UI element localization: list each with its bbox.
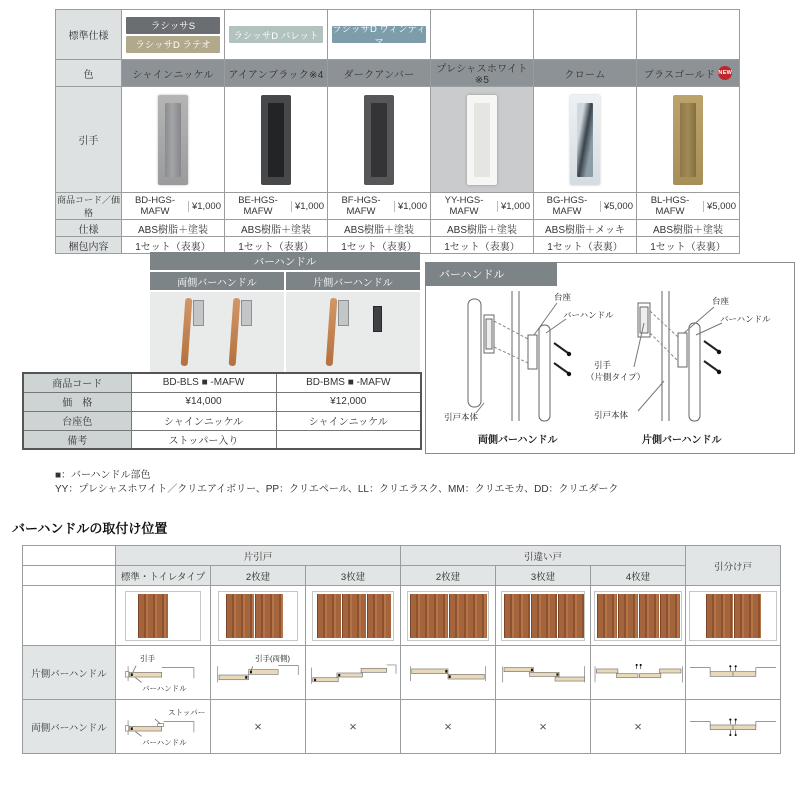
both-side-row: [23, 700, 781, 754]
bar-handle-header: バーハンドル: [150, 252, 420, 270]
color-name-6: [637, 60, 740, 87]
plan-label-bar2: バーハンドル: [142, 737, 187, 747]
handle-row-label: 引手: [56, 87, 122, 193]
color-name-5: クローム: [534, 60, 637, 87]
code-price-row: [56, 193, 740, 220]
package-3: 1セット（表裏）: [328, 237, 431, 254]
plan-one-hiki2: [401, 646, 496, 700]
package-2: 1セット（表裏）: [225, 237, 328, 254]
bar-handle-image: [325, 298, 351, 368]
group-header-hikichigai: 引違い戸: [401, 546, 686, 566]
material-2: ABS樹脂＋塗装: [225, 220, 328, 237]
spec-row-label: 標準仕様: [56, 10, 122, 60]
spec-cell-6: [637, 10, 740, 60]
plan-diagram: [686, 651, 780, 695]
code-cell-6: [637, 193, 740, 220]
product-code: BD-HGS-MAFW: [134, 195, 176, 217]
package-6: 1セット（表裏）: [637, 237, 740, 254]
pull-handle-swatch-shine-nickel: [158, 95, 188, 185]
color-row: [56, 60, 740, 87]
spec-row: [56, 10, 740, 60]
diagram-label-door-right: 引戸本体: [594, 410, 629, 420]
diagram-label-bar-right: バーハンドル: [720, 314, 771, 324]
bh-code-label: 商品コード: [23, 373, 131, 392]
door-thumb-hikichigai-4: [591, 586, 686, 646]
series-badge-lasissa-d-lateo: ラシッサD ラテオ: [126, 36, 220, 53]
package-4: 1セット（表裏）: [431, 237, 534, 254]
code-cell-1: [122, 193, 225, 220]
material-6: ABS樹脂＋塗装: [637, 220, 740, 237]
bh-price-one: ¥12,000: [276, 392, 421, 411]
package-1: 1セット（表裏）: [122, 237, 225, 254]
product-code: BL-HGS-MAFW: [650, 195, 690, 217]
pull-handle-swatch-precious-white: [467, 95, 497, 185]
plan-one-hiki4: [591, 646, 686, 700]
plan-diagram: [686, 705, 780, 749]
spec-cell-2: [225, 10, 328, 60]
series-badge-lasissa-s: ラシッサS: [126, 17, 220, 34]
bar-handle-exploded-diagram: [426, 263, 794, 453]
handle-cell-iron-black: [225, 87, 328, 193]
product-code: BG-HGS-MAFW: [546, 195, 588, 217]
plan-both-standard: [116, 700, 211, 754]
one-side-photo: [286, 292, 420, 374]
pull-handle-swatch-chrome: [570, 95, 600, 185]
plan-label-hikite-both: 引手(両側): [255, 653, 290, 663]
color-name-2: アイアンブラック※4: [225, 60, 328, 87]
bh-price-both: ¥14,000: [131, 392, 276, 411]
door-thumb-standard: [116, 586, 211, 646]
plan-diagram: [496, 651, 590, 695]
one-side-row: [23, 646, 781, 700]
new-badge-icon: NEW: [718, 66, 732, 80]
price: ¥1,000: [291, 201, 327, 212]
col-header-four: 4枚建: [591, 566, 686, 586]
diagram-label-daiza-right: 台座: [712, 296, 730, 306]
group-header-kata: 片引戸: [116, 546, 401, 566]
diagram-label-hikite-type-right: （片側タイプ）: [586, 372, 646, 382]
col-header-two: 2枚建: [211, 566, 306, 586]
plan-label-stopper: ストッパー: [168, 707, 206, 717]
not-available-mark: ×: [539, 719, 547, 734]
mounting-corner-empty: [23, 586, 116, 646]
bh-note-label: 備考: [23, 430, 131, 449]
price: ¥1,000: [394, 201, 430, 212]
color-row-label: 色: [56, 60, 122, 87]
plan-diagram: [306, 651, 400, 695]
col-header-two2: 2枚建: [401, 566, 496, 586]
door-thumb-kata-2: [211, 586, 306, 646]
handle-cell-shine-nickel: [122, 87, 225, 193]
plan-one-hiki3: [496, 646, 591, 700]
mounting-corner-empty: [23, 546, 116, 566]
bar-handle-image: [228, 298, 254, 368]
door-thumb-hikiwake: [686, 586, 781, 646]
plan-one-standard: [116, 646, 211, 700]
code-row-label: 商品コード／価格: [56, 193, 122, 220]
pull-handle-table: [55, 9, 740, 254]
price: ¥5,000: [703, 201, 739, 212]
handle-cell-brass-gold: [637, 87, 740, 193]
material-3: ABS樹脂＋塗装: [328, 220, 431, 237]
price: ¥1,000: [188, 201, 224, 212]
bar-handle-diagram-box: [425, 262, 795, 454]
material-5: ABS樹脂＋メッキ: [534, 220, 637, 237]
bar-handle-price-table: [22, 372, 422, 450]
diagram-label-door-left: 引戸本体: [444, 412, 479, 422]
code-cell-3: [328, 193, 431, 220]
bar-handle-image: [180, 298, 206, 368]
diagram-header: バーハンドル: [425, 262, 557, 286]
diagram-caption-one: 片側バーハンドル: [642, 435, 722, 446]
handle-cell-dark-amber: [328, 87, 431, 193]
diagram-label-bar-left: バーハンドル: [563, 310, 614, 320]
row-label-one-side: 片側バーハンドル: [23, 646, 116, 700]
product-code: BF-HGS-MAFW: [341, 195, 381, 217]
package-row: [56, 237, 740, 254]
col-header-three2: 3枚建: [496, 566, 591, 586]
one-side-subheader: 片側バーハンドル: [286, 272, 420, 290]
row-label-both-side: 両側バーハンドル: [23, 700, 116, 754]
price: ¥5,000: [600, 201, 636, 212]
code-cell-4: [431, 193, 534, 220]
plan-diagram: [401, 651, 495, 695]
door-thumb-kata-3: [306, 586, 401, 646]
both-side-subheader: 両側バーハンドル: [150, 272, 284, 290]
price: ¥1,000: [497, 201, 533, 212]
material-row: [56, 220, 740, 237]
diagram-caption-both: 両側バーハンドル: [478, 435, 558, 446]
mounting-section-title: バーハンドルの取付け位置: [12, 521, 168, 536]
x-cell-kata3: [306, 700, 401, 754]
material-4: ABS樹脂＋塗装: [431, 220, 534, 237]
diagram-label-hikite-right: 引手: [594, 360, 612, 370]
handle-image-row: [56, 87, 740, 193]
bh-base-color-label: 台座色: [23, 411, 131, 430]
product-code: YY-HGS-MAFW: [444, 195, 484, 217]
bar-handle-section: [150, 252, 420, 374]
door-thumb-hikichigai-3: [496, 586, 591, 646]
bh-note-one: [276, 430, 421, 449]
footnote-line2: YY：プレシャスホワイト／クリエアイボリー、PP：クリエペール、LL：クリエラスク、MM：クリエモカ、DD：クリエダーク: [55, 484, 619, 495]
plan-label-hikite: 引手: [140, 653, 155, 663]
package-row-label: 梱包内容: [56, 237, 122, 254]
color-name-1: シャインニッケル: [122, 60, 225, 87]
series-badge-lasissa-d-palette: ラシッサD パレット: [229, 26, 323, 43]
code-cell-2: [225, 193, 328, 220]
mounting-corner-empty: [23, 566, 116, 586]
material-row-label: 仕様: [56, 220, 122, 237]
x-cell-hiki2: [401, 700, 496, 754]
spec-cell-1: [122, 10, 225, 60]
x-cell-kata2: [211, 700, 306, 754]
door-thumb-hikichigai-2: [401, 586, 496, 646]
bh-code-both: BD-BLS ■ -MAFW: [131, 373, 276, 392]
plan-one-kata2: [211, 646, 306, 700]
x-cell-hiki4: [591, 700, 686, 754]
plan-diagram: [591, 651, 685, 695]
bh-base-color-both: シャインニッケル: [131, 411, 276, 430]
door-image-row: [23, 586, 781, 646]
code-cell-5: [534, 193, 637, 220]
not-available-mark: ×: [349, 719, 357, 734]
spec-cell-4: [431, 10, 534, 60]
series-badge-lasissa-d-vintia: ラシッサD ヴィンティア: [332, 23, 426, 49]
product-code: BE-HGS-MAFW: [238, 195, 278, 217]
handle-cell-chrome: [534, 87, 637, 193]
diagram-label-daiza-left: 台座: [554, 292, 572, 302]
color-name-3: ダークアンバー: [328, 60, 431, 87]
plan-label-bar: バーハンドル: [142, 683, 187, 693]
material-1: ABS樹脂＋塗装: [122, 220, 225, 237]
package-5: 1セット（表裏）: [534, 237, 637, 254]
recessed-pull-image: [373, 306, 382, 332]
group-header-hikiwake: 引分け戸: [686, 546, 781, 586]
x-cell-hiki3: [496, 700, 591, 754]
pull-handle-swatch-iron-black: [261, 95, 291, 185]
mounting-table: [22, 545, 781, 754]
plan-one-kata3: [306, 646, 401, 700]
handle-cell-precious-white: [431, 87, 534, 193]
not-available-mark: ×: [634, 719, 642, 734]
plan-both-hikiwake: [686, 700, 781, 754]
bh-note-both: ストッパー入り: [131, 430, 276, 449]
pull-handle-swatch-brass-gold: [673, 95, 703, 185]
not-available-mark: ×: [444, 719, 452, 734]
not-available-mark: ×: [254, 719, 262, 734]
color-name-6-text: ブラスゴールド: [643, 69, 716, 81]
footnote-line1: ■：バーハンドル部色: [55, 470, 151, 481]
col-header-three: 3枚建: [306, 566, 401, 586]
both-side-photo: [150, 292, 284, 374]
plan-one-hikiwake: [686, 646, 781, 700]
bh-code-one: BD-BMS ■ -MAFW: [276, 373, 421, 392]
spec-cell-3: [328, 10, 431, 60]
pull-handle-swatch-dark-amber: [364, 95, 394, 185]
color-name-4: プレシャスホワイト ※5: [431, 60, 534, 87]
bh-base-color-one: シャインニッケル: [276, 411, 421, 430]
spec-cell-5: [534, 10, 637, 60]
col-header-standard: 標準・トイレタイプ: [116, 566, 211, 586]
bh-price-label: 価 格: [23, 392, 131, 411]
